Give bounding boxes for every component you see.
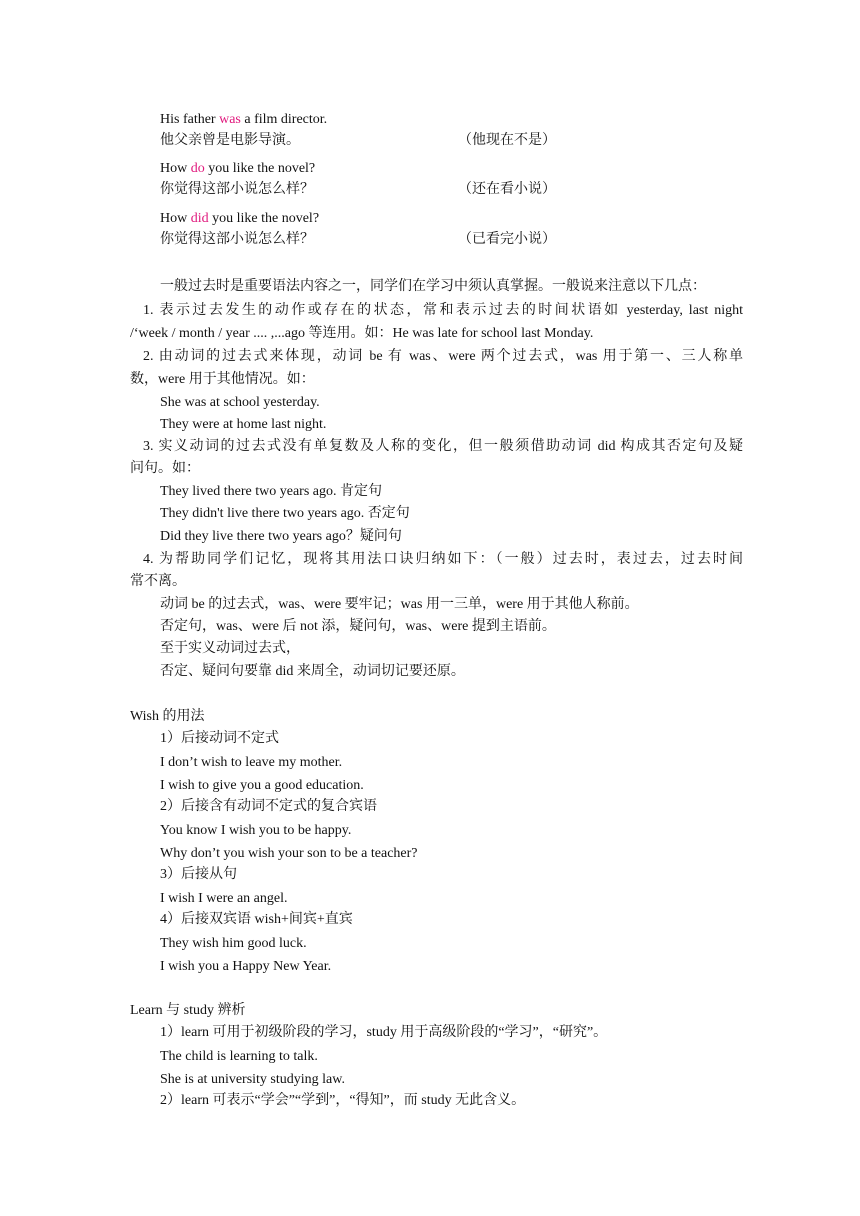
rhyme-line-4: 否定、疑问句要靠 did 来周全，动词切记要还原。 [160,664,465,679]
point-3-line-2: 问句。如： [130,461,200,476]
point-2-example-2: They were at home last night. [160,417,327,432]
wish-usage-1: 1）后接动词不定式 [160,731,279,746]
point-2-example-1: She was at school yesterday. [160,395,320,410]
wish-usage-2: 2）后接含有动词不定式的复合宾语 [160,799,377,814]
learn-point-1-example-2: She is at university studying law. [160,1072,345,1087]
wish-usage-4-example-2: I wish you a Happy New Year. [160,959,332,974]
wish-usage-2-example-1: You know I wish you to be happy. [160,823,352,838]
wish-usage-4-example-1: They wish him good luck. [160,936,307,951]
point-3-example-1: They lived there two years ago. 肯定句 [160,484,382,499]
point-4-line-1: 4. 为帮助同学们记忆，现将其用法口诀归纳如下：（一般）过去时，表过去，过去时间 [143,552,743,567]
rhyme-line-2: 否定句，was、were 后 not 添，疑问句，was、were 提到主语前。 [160,619,556,634]
point-3-line-1: 3. 实义动词的过去式没有单复数及人称的变化，但一般须借助动词 did 构成其否定句及疑 [143,439,743,454]
example-3-note: （已看完小说） [458,232,556,247]
past-tense-intro: 一般过去时是重要语法内容之一，同学们在学习中须认真掌握。一般说来注意以下几点： [160,279,706,294]
rhyme-line-1: 动词 be 的过去式，was、were 要牢记；was 用一三单，were 用于其他人称前。 [160,597,639,612]
learn-point-1-example-1: The child is learning to talk. [160,1049,318,1064]
wish-usage-3-example-1: I wish I were an angel. [160,891,288,906]
example-1-note: （他现在不是） [458,133,556,148]
highlight-word: did [190,211,209,226]
wish-usage-4: 4）后接双宾语 wish+间宾+直宾 [160,912,353,927]
learn-point-1: 1）learn 可用于初级阶段的学习，study 用于高级阶段的“学习”，“研究”。 [160,1025,608,1040]
example-1-cn: 他父亲曾是电影导演。 [160,133,300,148]
example-3-en: How did you like the novel? [160,211,320,226]
example-3-cn: 你觉得这部小说怎么样？ [160,232,314,247]
point-4-line-2: 常不离。 [130,574,186,589]
point-3-example-3: Did they live there two years ago？疑问句 [160,529,402,544]
highlight-word: do [190,161,205,176]
point-1-line-2: /‘week / month / year .... ,...ago 等连用。如：He was late for school last Monday. [130,326,594,341]
wish-usage-1-example-2: I wish to give you a good education. [160,778,364,793]
example-2-en: How do you like the novel? [160,161,316,176]
learn-point-2: 2）learn 可表示“学会”“学到”，“得知”，而 study 无此含义。 [160,1093,526,1108]
example-1-en: His father was a film director. [160,112,328,127]
wish-usage-3: 3）后接从句 [160,867,237,882]
point-2-line-1: 2. 由动词的过去式来体现，动词 be 有 was、were 两个过去式，was 用于第一、三人称单 [143,349,743,364]
point-3-example-2: They didn't live there two years ago. 否定句 [160,506,410,521]
wish-usage-1-example-1: I don’t wish to leave my mother. [160,755,343,770]
highlight-word: was [219,112,241,127]
wish-usage-2-example-2: Why don’t you wish your son to be a teacher? [160,846,418,861]
learn-section-title: Learn 与 study 辨析 [130,1003,246,1018]
example-2-note: （还在看小说） [458,182,556,197]
rhyme-line-3: 至于实义动词过去式， [160,641,300,656]
example-2-cn: 你觉得这部小说怎么样？ [160,182,314,197]
point-1-line-1: 1. 表示过去发生的动作或存在的状态，常和表示过去的时间状语如 yesterday, last night [143,303,743,318]
wish-section-title: Wish 的用法 [130,709,205,724]
point-2-line-2: 数，were 用于其他情况。如： [130,372,315,387]
